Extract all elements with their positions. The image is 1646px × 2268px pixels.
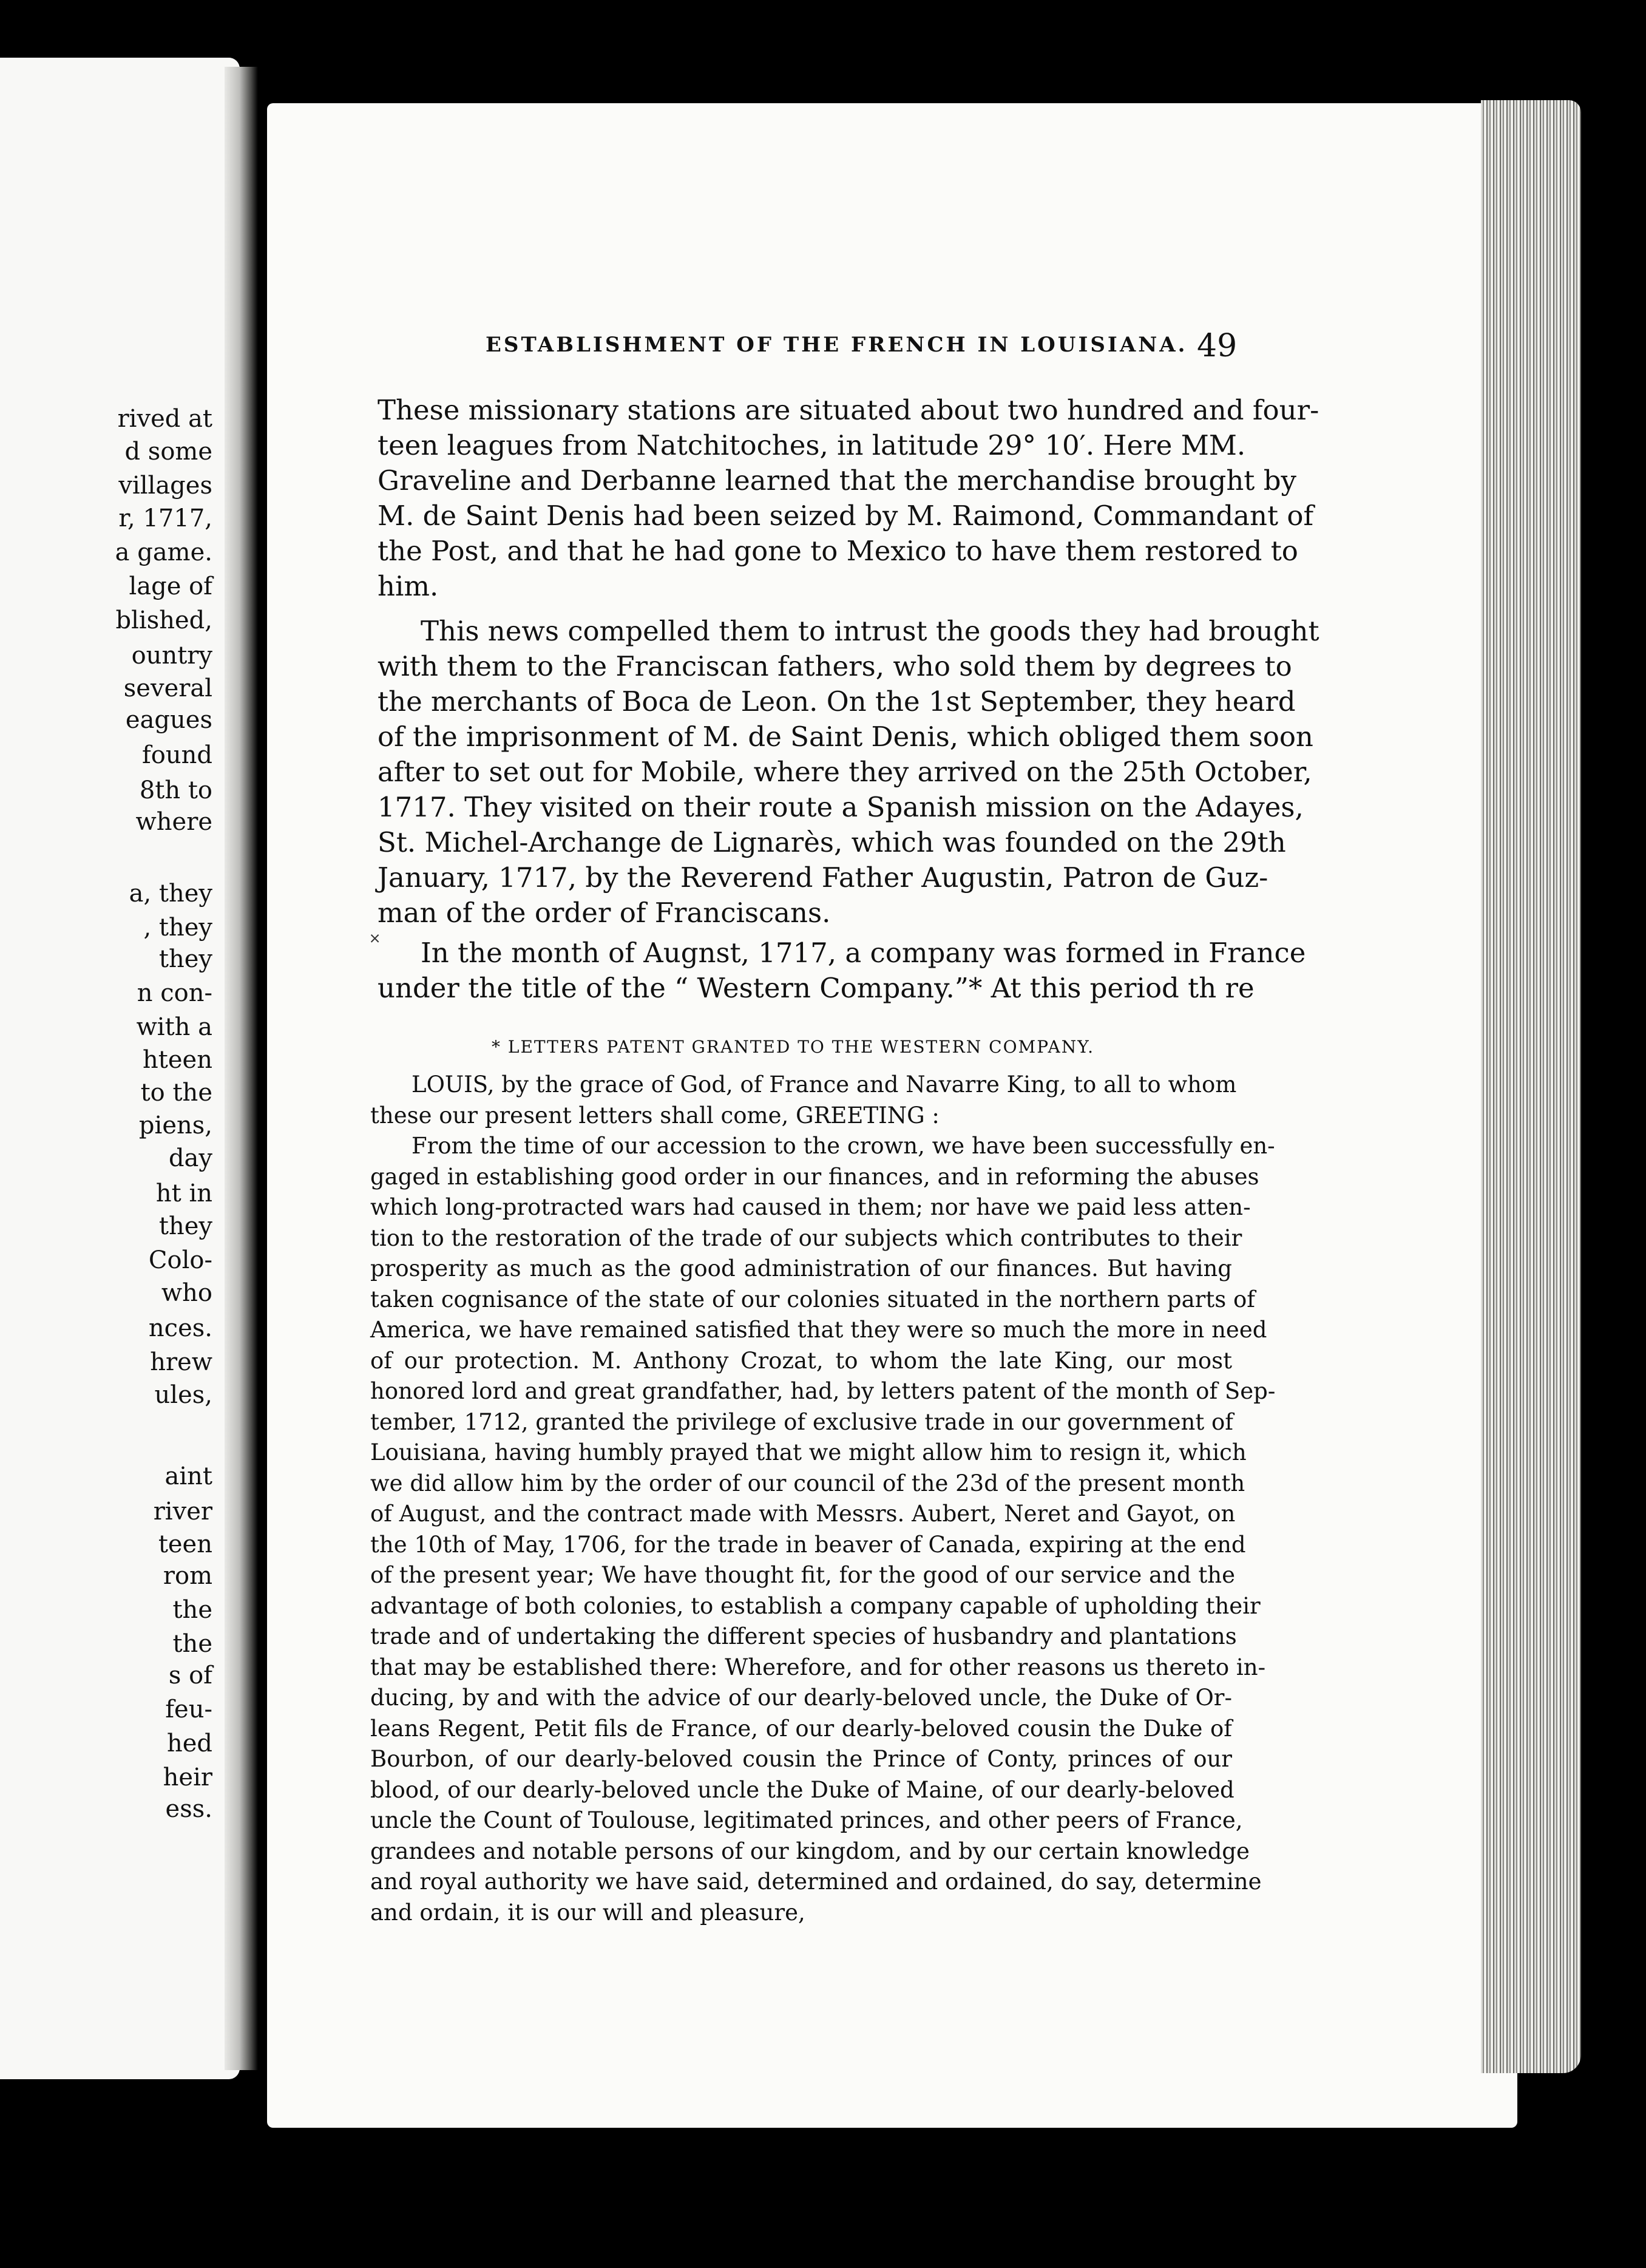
body-line: under the title of the “ Western Company.”* At this period th re bbox=[378, 972, 1255, 1004]
page-edges bbox=[1481, 100, 1581, 2073]
left-page-line: a, they bbox=[129, 880, 212, 908]
left-page-line: nces. bbox=[148, 1314, 212, 1342]
left-page-line: blished, bbox=[115, 606, 212, 634]
left-page-line: they bbox=[158, 945, 212, 973]
left-page-line: lage of bbox=[129, 572, 212, 600]
footnote-line: of our protection. M. Anthony Crozat, to whom the late King, our most bbox=[370, 1347, 1232, 1374]
footnote-line: of August, and the contract made with Messrs. Aubert, Neret and Gayot, on bbox=[370, 1501, 1236, 1527]
footnote-line: uncle the Count of Toulouse, legitimated princes, and other peers of France, bbox=[370, 1807, 1243, 1833]
footnote-line: these our present letters shall come, GREETING : bbox=[370, 1102, 940, 1129]
footnote-line: Bourbon, of our dearly-beloved cousin the Prince of Conty, princes of our bbox=[370, 1746, 1232, 1772]
previous-page-fragment bbox=[0, 58, 240, 2079]
footnote-line: we did allow him by the order of our council of the 23d of the present month bbox=[370, 1470, 1245, 1496]
left-page-line: day bbox=[168, 1144, 212, 1172]
body-line: In the month of Augnst, 1717, a company was formed in France bbox=[421, 937, 1306, 969]
left-page-line: the bbox=[172, 1596, 212, 1624]
footnote-line: Louisiana, having humbly prayed that we might allow him to resign it, which bbox=[370, 1439, 1247, 1465]
left-page-line: ht in bbox=[155, 1180, 212, 1207]
footnote-line: tion to the restoration of the trade of our subjects which contributes to their bbox=[370, 1224, 1242, 1251]
left-page-line: teen bbox=[158, 1530, 212, 1558]
left-page-line: r, 1717, bbox=[118, 504, 212, 532]
footnote-line: America, we have remained satisfied that they were so much the more in need bbox=[370, 1317, 1267, 1343]
left-page-line: aint bbox=[164, 1462, 212, 1490]
footnote-line: taken cognisance of the state of our colonies situated in the northern parts of bbox=[370, 1286, 1255, 1312]
body-line: St. Michel-Archange de Lignarès, which was founded on the 29th bbox=[378, 826, 1286, 858]
left-page-line: river bbox=[153, 1498, 212, 1526]
left-page-line: hrew bbox=[150, 1348, 212, 1376]
footnote-line: which long-protracted wars had caused in them; nor have we paid less atten- bbox=[370, 1194, 1251, 1220]
left-page-line: heir bbox=[163, 1764, 212, 1791]
footnote-line: leans Regent, Petit fils de France, of our dearly-beloved cousin the Duke of bbox=[370, 1715, 1232, 1742]
left-page-line: piens, bbox=[138, 1112, 212, 1139]
left-page-line: n con- bbox=[137, 979, 212, 1007]
left-page-line: found bbox=[141, 741, 212, 769]
left-page-line: rived at bbox=[117, 405, 212, 433]
left-page-line: s of bbox=[168, 1662, 212, 1689]
left-page-line: who bbox=[161, 1279, 212, 1307]
body-line: M. de Saint Denis had been seized by M. Raimond, Commandant of bbox=[378, 500, 1314, 532]
left-page-line: a game. bbox=[115, 538, 212, 566]
left-page-line: 8th to bbox=[139, 776, 212, 804]
left-page-line: hed bbox=[166, 1730, 212, 1757]
footnote-line: ducing, by and with the advice of our dearly-beloved uncle, the Duke of Or- bbox=[370, 1685, 1232, 1711]
running-head: ESTABLISHMENT OF THE FRENCH IN LOUISIANA. bbox=[486, 333, 1188, 357]
body-line: teen leagues from Natchitoches, in latitude 29° 10′. Here MM. bbox=[378, 429, 1246, 461]
body-line: Graveline and Derbanne learned that the merchandise brought by bbox=[378, 464, 1296, 497]
left-page-line: d some bbox=[124, 438, 212, 466]
left-page-line: ules, bbox=[154, 1381, 212, 1409]
left-page-line: where bbox=[135, 808, 212, 836]
body-line: This news compelled them to intrust the goods they had brought bbox=[421, 615, 1319, 647]
left-page-line: the bbox=[172, 1630, 212, 1658]
left-page-line: ountry bbox=[131, 642, 212, 670]
footnote-line: of the present year; We have thought fit, for the good of our service and the bbox=[370, 1562, 1235, 1588]
pen-mark: ˟ bbox=[370, 929, 380, 957]
page-number: 49 bbox=[1197, 328, 1238, 364]
body-line: the merchants of Boca de Leon. On the 1st September, they heard bbox=[378, 685, 1296, 718]
body-line: him. bbox=[378, 570, 439, 602]
footnote-line: that may be established there: Wherefore, and for other reasons us thereto in- bbox=[370, 1654, 1266, 1680]
left-page-line: several bbox=[123, 674, 212, 702]
footnote-line: trade and of undertaking the different species of husbandry and plantations bbox=[370, 1623, 1237, 1649]
footnote-line: blood, of our dearly-beloved uncle the Duke of Maine, of our dearly-beloved bbox=[370, 1776, 1234, 1803]
body-line: of the imprisonment of M. de Saint Denis, which obliged them soon bbox=[378, 721, 1313, 753]
footnote-line: prosperity as much as the good administration of our finances. But having bbox=[370, 1255, 1232, 1282]
footnote-line: tember, 1712, granted the privilege of exclusive trade in our government of bbox=[370, 1408, 1233, 1435]
body-line: with them to the Franciscan fathers, who sold them by degrees to bbox=[378, 650, 1292, 682]
left-page-line: ess. bbox=[165, 1795, 212, 1823]
body-line: man of the order of Franciscans. bbox=[378, 897, 831, 929]
footnote-line: LOUIS, by the grace of God, of France and Navarre King, to all to whom bbox=[412, 1071, 1237, 1098]
footnote-line: and ordain, it is our will and pleasure, bbox=[370, 1899, 805, 1926]
left-page-line: eagues bbox=[125, 706, 212, 734]
left-page-line: they bbox=[158, 1212, 212, 1240]
body-line: the Post, and that he had gone to Mexico to have them restored to bbox=[378, 535, 1298, 567]
body-line: These missionary stations are situated about two hundred and four- bbox=[378, 394, 1319, 426]
footnote-line: grandees and notable persons of our kingdom, and by our certain knowledge bbox=[370, 1838, 1250, 1864]
left-page-line: villages bbox=[118, 472, 212, 500]
footnote-heading: * LETTERS PATENT GRANTED TO THE WESTERN COMPANY. bbox=[492, 1037, 1094, 1057]
left-page-line: hteen bbox=[143, 1046, 212, 1074]
footnote-line: From the time of our accession to the crown, we have been successfully en- bbox=[412, 1133, 1275, 1159]
body-line: January, 1717, by the Reverend Father Augustin, Patron de Guz- bbox=[378, 861, 1268, 894]
left-page-line: feu- bbox=[165, 1696, 212, 1723]
footnote-line: honored lord and great grandfather, had, by letters patent of the month of Sep- bbox=[370, 1378, 1276, 1404]
left-page-line: to the bbox=[140, 1079, 212, 1107]
left-page-line: with a bbox=[136, 1013, 212, 1041]
footnote-line: gaged in establishing good order in our finances, and in reforming the abuses bbox=[370, 1163, 1259, 1190]
body-line: after to set out for Mobile, where they arrived on the 25th October, bbox=[378, 756, 1312, 788]
footnote-line: advantage of both colonies, to establish a company capable of upholding their bbox=[370, 1592, 1261, 1619]
body-line: 1717. They visited on their route a Spanish mission on the Adayes, bbox=[378, 791, 1304, 823]
footnote-line: the 10th of May, 1706, for the trade in beaver of Canada, expiring at the end bbox=[370, 1531, 1246, 1558]
left-page-line: , they bbox=[143, 914, 212, 942]
left-page-line: rom bbox=[163, 1562, 212, 1590]
left-page-line: Colo- bbox=[148, 1246, 212, 1274]
footnote-line: and royal authority we have said, determined and ordained, do say, determine bbox=[370, 1869, 1262, 1895]
book-gutter bbox=[225, 67, 258, 2070]
